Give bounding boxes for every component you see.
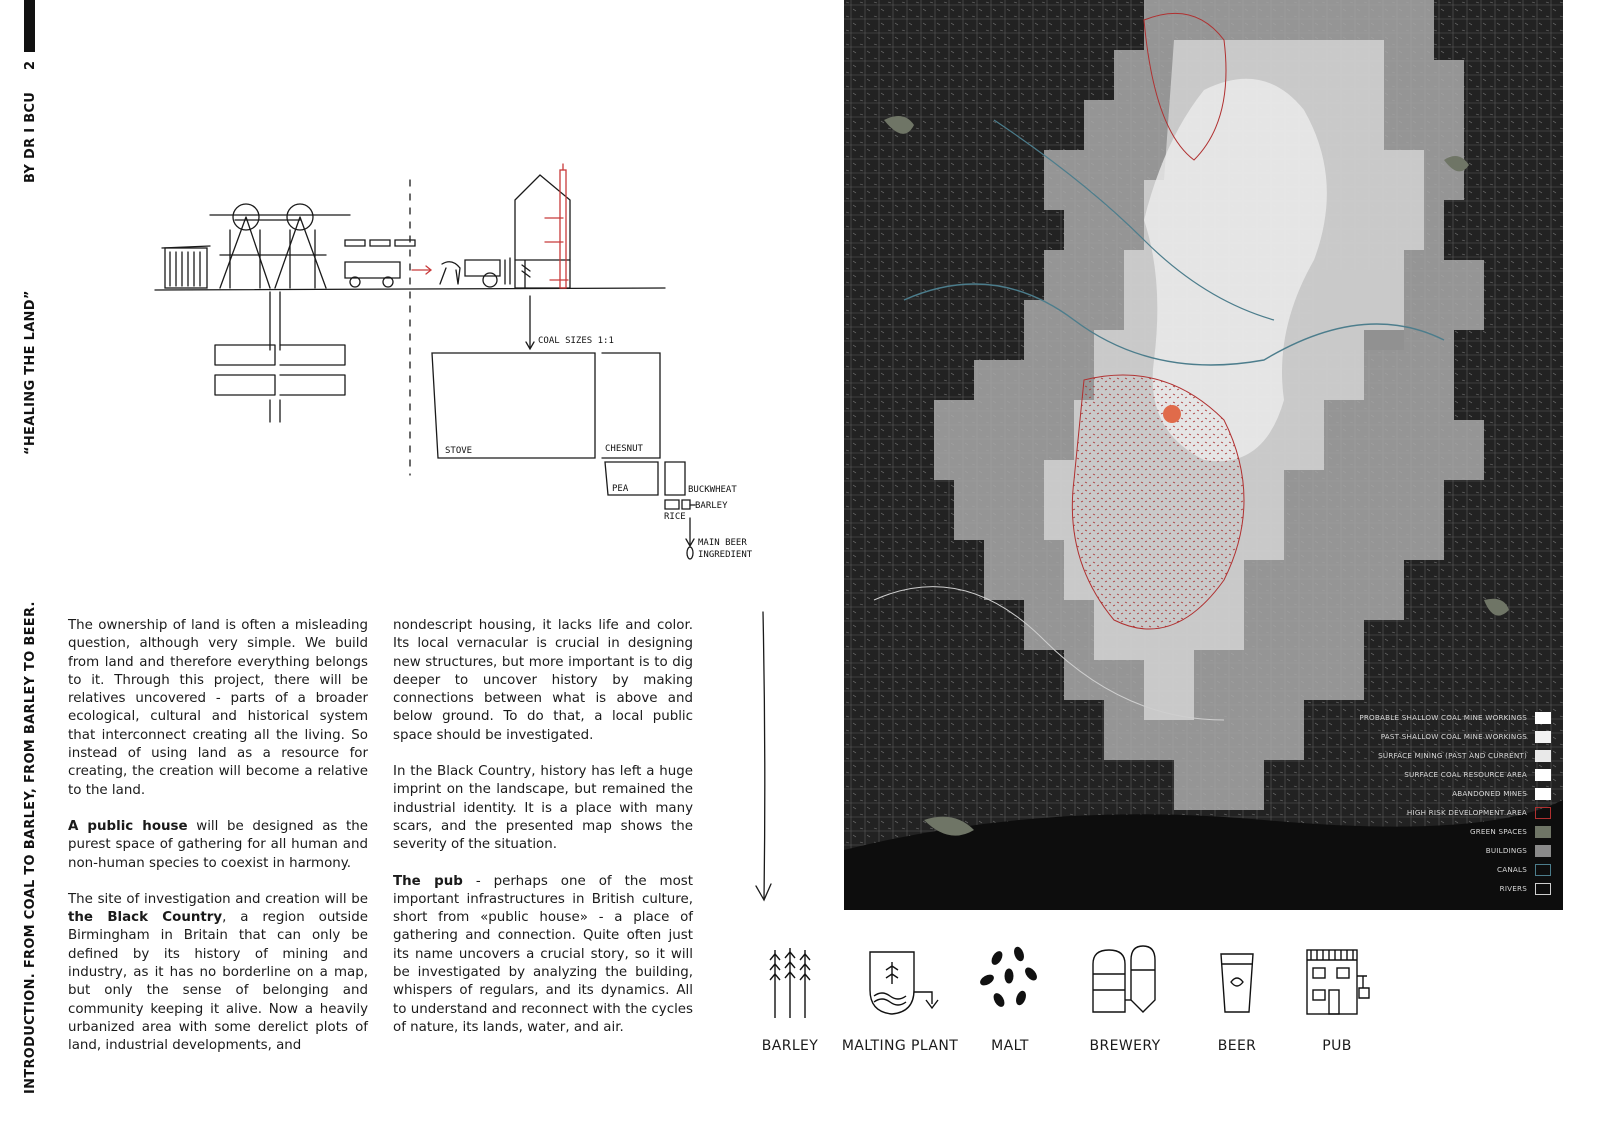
body-text: , a region outside Birmingham in Britain that can only be defined by its history of mining and industry, as it has no borderline on a map, but only the sense of belonging and community keeping it alive. Now a heavily urbanized area with some derelict plots of land, industrial developments, and <box>68 910 368 1054</box>
sketch-label-stove: STOVE <box>445 446 473 456</box>
process-label: MALT <box>991 1038 1029 1054</box>
sketch-label-rice: RICE <box>664 512 686 522</box>
process-step-malt <box>945 940 1075 1054</box>
legend-label: PROBABLE SHALLOW COAL MINE WORKINGS <box>1359 713 1527 722</box>
project-title: “HEALING THE LAND” <box>23 290 38 455</box>
author-label: BY DR I BCU <box>23 91 38 183</box>
intro-title: INTRODUCTION. FROM COAL TO BARLEY, FROM BARLEY TO BEER. <box>23 601 38 1094</box>
body-paragraph: In the Black Country, history has left a huge imprint on the landscape, but remained the industrial identity. It is a place with many scars, and the presented map shows the severity of the situation. <box>393 764 693 853</box>
legend-item <box>1359 879 1551 898</box>
brewery-icon <box>1085 940 1165 1020</box>
beer-icon <box>1207 940 1267 1020</box>
legend-label: GREEN SPACES <box>1469 827 1527 836</box>
body-paragraph: The ownership of land is often a misleading question, although very simple. We build from land and therefore everything belongs to it. Through this project, there will be relatives uncovered - parts of a broader ecological, cultural and historical system that interconnect creating all the living. So instead of using land as a resource for creating, the creation will become a relative to the land. <box>68 618 368 798</box>
legend-item <box>1359 841 1551 860</box>
legend-swatch <box>1535 712 1551 724</box>
legend-swatch <box>1535 864 1551 876</box>
coal-to-pub-sketch <box>150 160 790 580</box>
legend-item <box>1359 860 1551 879</box>
black-country-map <box>844 0 1563 910</box>
body-text: will be designed as the purest space of gathering for all human and non-human species to coexist in harmony. <box>68 818 369 871</box>
legend-item <box>1359 746 1551 765</box>
legend-swatch <box>1535 750 1551 762</box>
body-paragraph <box>393 873 693 1038</box>
process-label: PUB <box>1322 1038 1352 1054</box>
legend-item <box>1359 727 1551 746</box>
legend-swatch <box>1535 807 1551 819</box>
legend-swatch <box>1535 883 1551 895</box>
legend-label: PAST SHALLOW COAL MINE WORKINGS <box>1380 732 1527 741</box>
legend-swatch <box>1535 731 1551 743</box>
sketch-label-ingredient: INGREDIENT <box>698 550 753 560</box>
page-number: 2 <box>23 60 38 70</box>
legend-label: RIVERS <box>1499 884 1527 893</box>
barley-icon <box>760 940 820 1020</box>
legend-swatch <box>1535 845 1551 857</box>
process-label: MALTING PLANT <box>841 1038 959 1054</box>
process-step-pub <box>1272 940 1402 1054</box>
legend-swatch <box>1535 769 1551 781</box>
body-paragraph <box>68 891 368 1056</box>
sketch-label-coal-sizes: COAL SIZES 1:1 <box>538 336 614 346</box>
process-label: BEER <box>1217 1038 1257 1054</box>
long-down-arrow <box>752 608 776 904</box>
legend-label: BUILDINGS <box>1485 846 1527 855</box>
legend-item <box>1359 708 1551 727</box>
sketch-label-chesnut: CHESNUT <box>605 444 643 454</box>
legend-swatch <box>1535 788 1551 800</box>
legend-label: ABANDONED MINES <box>1452 789 1527 798</box>
malting-plant-icon <box>860 940 940 1020</box>
legend-label: CANALS <box>1497 865 1527 874</box>
legend-item <box>1359 822 1551 841</box>
body-paragraph <box>68 818 368 873</box>
page-marker-bar <box>24 0 35 52</box>
sketch-label-main-beer: MAIN BEER <box>698 538 747 548</box>
legend-label: SURFACE MINING (PAST AND CURRENT) <box>1378 751 1527 760</box>
sketch-label-barley: BARLEY <box>695 501 728 511</box>
sketch-label-buckwheat: BUCKWHEAT <box>688 485 737 495</box>
legend-item <box>1359 784 1551 803</box>
body-text: - perhaps one of the most important infrastructures in British culture, short from «public house» - a place of gathering and connection. Quite often just its name uncovers a crucial story, so it will be investigated by analyzing the building, whispers of regulars, and its dynamics. All to understand and reconnect with the cycles of nature, its lands, water, and air. <box>393 873 693 1035</box>
emphasis-public-house: A public house <box>68 818 188 834</box>
sketch-label-pea: PEA <box>612 484 629 494</box>
process-label: BARLEY <box>761 1038 819 1054</box>
legend-label: SURFACE COAL RESOURCE AREA <box>1404 770 1527 779</box>
legend-swatch <box>1535 826 1551 838</box>
process-label: BREWERY <box>1089 1038 1161 1054</box>
body-column-1 <box>68 617 368 1074</box>
malt-icon <box>975 940 1045 1020</box>
body-text: The site of investigation and creation will be <box>68 891 368 907</box>
process-diagram <box>740 940 1380 1070</box>
map-legend <box>1359 708 1551 898</box>
body-paragraph: nondescript housing, it lacks life and color. Its local vernacular is crucial in designing new structures, but more important is to dig deeper to uncover history by making connections between what is above and below ground. To do that, a local public space should be investigated. <box>393 618 693 743</box>
emphasis-the-pub: The pub <box>393 873 463 889</box>
process-step-brewery <box>1060 940 1190 1054</box>
legend-label: HIGH RISK DEVELOPMENT AREA <box>1406 808 1527 817</box>
pub-icon <box>1297 940 1377 1020</box>
legend-item <box>1359 803 1551 822</box>
body-column-2 <box>393 617 693 1055</box>
emphasis-black-country: the Black Country <box>68 910 223 926</box>
legend-item <box>1359 765 1551 784</box>
